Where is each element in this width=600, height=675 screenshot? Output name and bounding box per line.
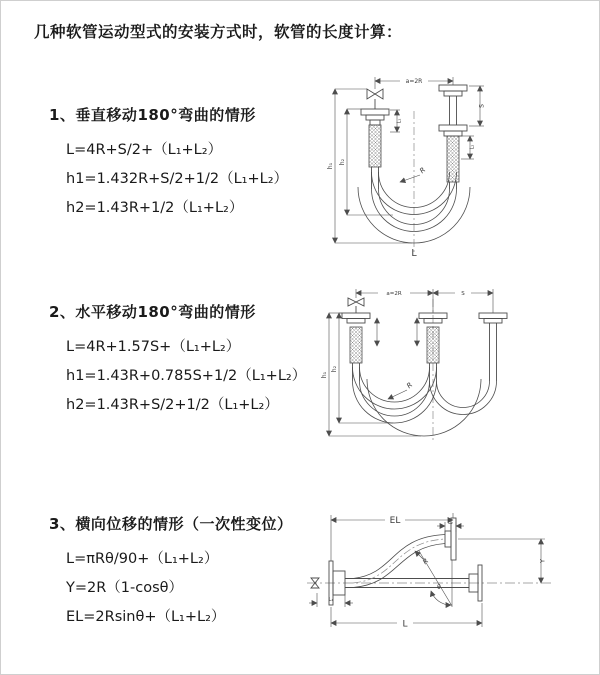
section-1-formula-h2: h2=1.43R+1/2（L₁+L₂）	[66, 200, 244, 216]
radius-label: R	[421, 556, 431, 567]
hose-arcs	[353, 367, 497, 436]
section-vertical-180	[49, 104, 288, 223]
section-2-heading: 2、水平移动180°弯曲的情形	[49, 303, 256, 321]
section-1-formula-h1: h1=1.432R+S/2+1/2（L₁+L₂）	[66, 171, 289, 187]
leg-a-braided-section	[350, 327, 362, 363]
dim-s	[469, 86, 486, 126]
section-1-formula-L: L=4R+S/2+（L₁+L₂）	[66, 142, 223, 158]
length-label: L	[411, 248, 417, 259]
dim-y-label: Y	[538, 559, 547, 563]
dim-a2r	[356, 289, 433, 313]
dim-y	[458, 539, 547, 583]
dim-h1	[321, 313, 421, 436]
dim-l1	[390, 110, 403, 132]
dim-h1-label: h₁	[327, 162, 334, 170]
section-1-heading: 1、垂直移动180°弯曲的情形	[49, 106, 256, 124]
section-3-formula-Y: Y=2R（1-cosθ）	[66, 580, 184, 596]
dim-l1-label: L₁	[396, 118, 403, 124]
leg-a-flange	[342, 313, 370, 323]
section-lateral-displacement	[49, 513, 292, 632]
dim-s-label: S	[478, 104, 486, 108]
hose-displaced	[353, 535, 445, 588]
section-3-formula-L: L=πRθ/90+（L₁+L₂）	[66, 551, 219, 567]
diagram-lateral-displacement	[299, 495, 559, 655]
left-flange	[361, 109, 389, 125]
angle-theta-label: θ	[437, 584, 441, 591]
section-2-formula-h2: h2=1.43R+S/2+1/2（L₁+L₂）	[66, 397, 279, 413]
section-3-formula-EL: EL=2Rsinθ+（L₁+L₂）	[66, 609, 226, 625]
dim-s	[433, 289, 493, 313]
right-flange-lower	[439, 125, 467, 136]
leg-b-braided-section	[427, 327, 439, 363]
leg-c-flange	[479, 313, 507, 323]
section-3-heading: 3、横向位移的情形（一次性变位）	[49, 515, 293, 533]
dim-el-label: EL	[389, 516, 401, 526]
dim-l2	[437, 520, 464, 532]
radius-callout	[415, 551, 430, 566]
dim-l2-label: L₂	[448, 520, 453, 526]
dim-el	[331, 513, 453, 561]
valve-icon	[367, 89, 383, 109]
radius-label: R	[405, 380, 415, 391]
radius-callout	[388, 381, 414, 399]
dim-l1-label: L₁	[328, 597, 334, 603]
dim-l2-label: L₂	[469, 144, 476, 150]
radius-callout	[400, 166, 427, 182]
dim-h2	[339, 109, 393, 215]
dim-h2-label: h₂	[339, 158, 346, 166]
dim-l-label: L	[402, 619, 408, 630]
radius-label: R	[418, 165, 428, 176]
dim-s-label: S	[461, 291, 465, 298]
page-title: 几种软管运动型式的安装方式时，软管的长度计算：	[34, 23, 403, 41]
diagram-vertical-180	[323, 69, 528, 259]
diagram-horizontal-180	[321, 283, 536, 448]
dim-a2r-label: a=2R	[405, 78, 423, 86]
valve-icon	[348, 298, 364, 313]
dim-a2r	[375, 77, 453, 89]
section-2-formula-L: L=4R+1.57S+（L₁+L₂）	[66, 339, 241, 355]
dim-l	[331, 603, 482, 630]
dim-a2r-label: a=2R	[386, 291, 402, 298]
right-flange-top	[439, 85, 467, 96]
section-horizontal-180	[49, 301, 306, 420]
dim-h1-label: h₁	[321, 371, 328, 379]
right-braided-section	[447, 136, 459, 182]
left-braided-section	[369, 125, 381, 167]
dim-l2	[461, 136, 476, 159]
dim-h2-label: h₂	[331, 365, 338, 373]
section-2-formula-h1: h1=1.43R+0.785S+1/2（L₁+L₂）	[66, 368, 307, 384]
